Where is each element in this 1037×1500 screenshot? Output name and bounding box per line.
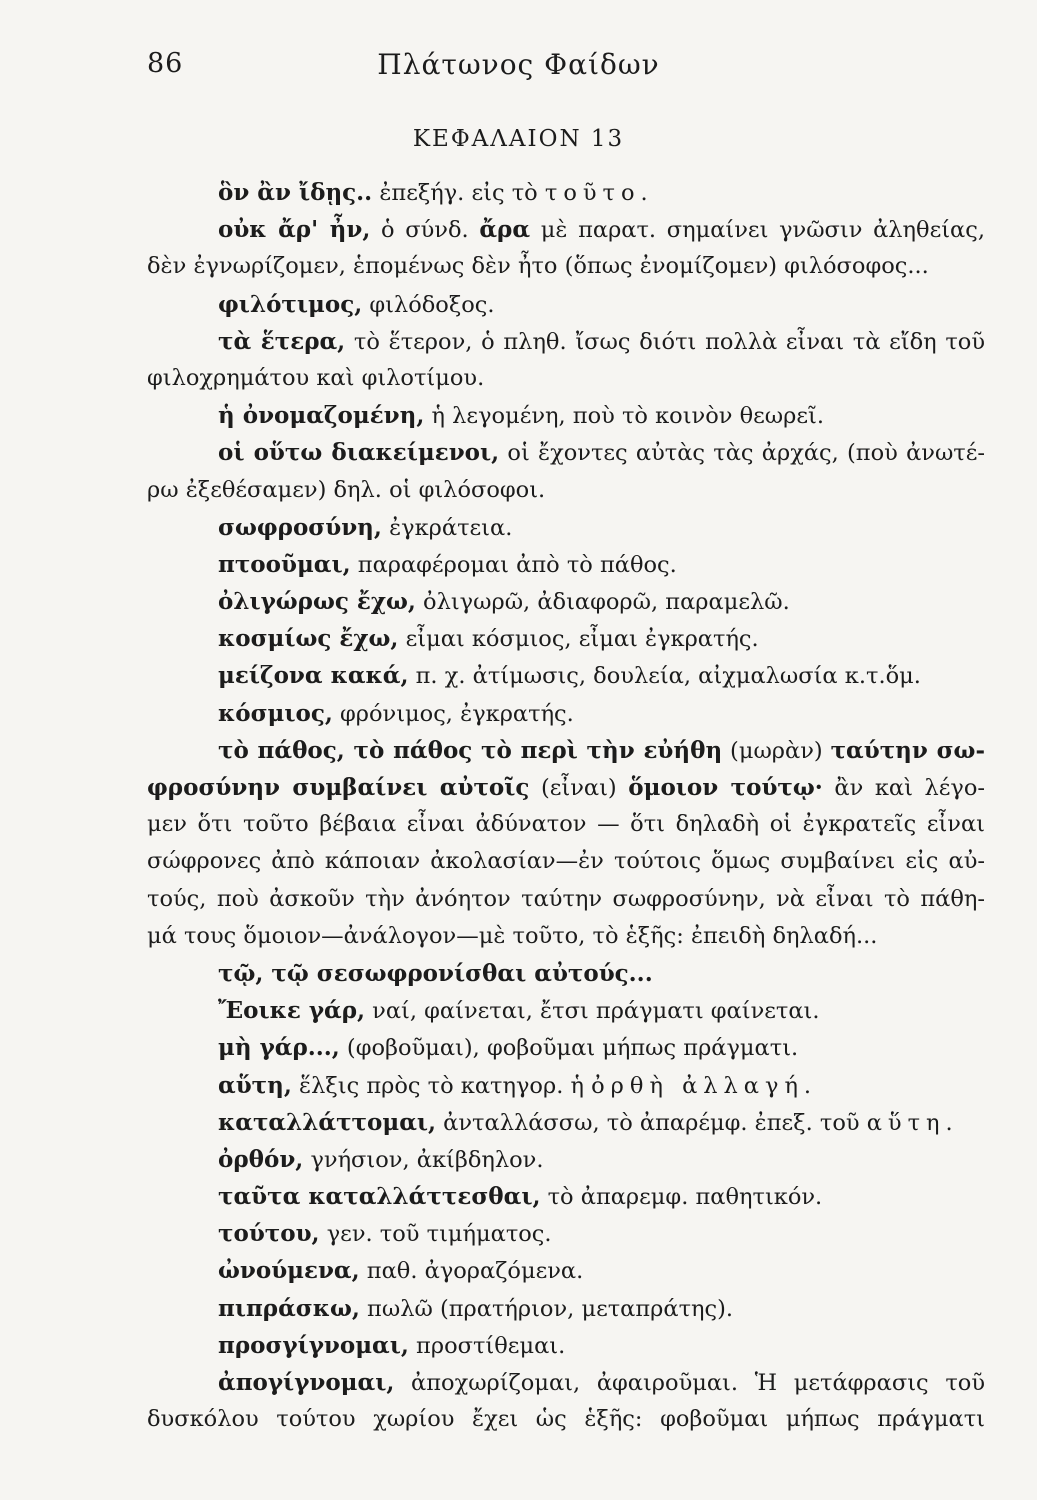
- text-line: [147, 546, 985, 583]
- gloss-text: οἱ ἔχοντες αὐτὰς τὰς ἀρχάς, (ποὺ ἀνωτέ-: [499, 440, 985, 467]
- lemma: κοσμίως ἔχω,: [218, 625, 399, 653]
- text-line: [147, 843, 985, 880]
- lemma: τὰ ἕτερα,: [218, 327, 346, 355]
- gloss-text: ἡ λεγομένη, ποὺ τὸ κοινὸν θεωρεῖ.: [424, 403, 825, 430]
- lemma: καταλλάττομαι,: [218, 1108, 437, 1136]
- lemma: ὃν ἂν ἴδῃς..: [218, 179, 373, 206]
- gloss-text: (εἶναι): [529, 775, 629, 801]
- text-line: [147, 248, 985, 285]
- text-line: [147, 1290, 985, 1327]
- lemma: ταῦτα καταλλάττεσθαι,: [218, 1183, 541, 1211]
- gloss-text: τὸ ἀπαρεμφ. παθητικόν.: [540, 1184, 823, 1211]
- text-line: [147, 174, 985, 211]
- lemma: μὴ γάρ...,: [218, 1034, 340, 1062]
- lemma: Ἔοικε γάρ,: [218, 997, 366, 1025]
- gloss-text: παθ. ἀγοραζόμενα.: [359, 1258, 584, 1285]
- lemma: μείζονα κακά,: [218, 662, 409, 690]
- gloss-text: σώφρονες ἀπὸ κάποιαν ἀκολασίαν—ἐν τούτοις ὅμως συμβαίνει εἰς αὐ-: [147, 848, 985, 875]
- gloss-text: ὁ σύνδ.: [370, 217, 480, 244]
- spaced-emphasis: τοῦτο.: [544, 180, 654, 206]
- gloss-text: γεν. τοῦ τιμήματος.: [319, 1221, 552, 1248]
- text-line: [147, 955, 985, 992]
- gloss-text: ἀποχωρίζομαι, ἀφαιροῦμαι. Ἡ μετάφρασις τοῦ: [394, 1370, 985, 1396]
- gloss-text: ἀνταλλάσσω, τὸ ἀπαρέμφ. ἐπεξ. τοῦ: [436, 1109, 867, 1136]
- chapter-title: ΚΕΦΑΛΑΙΟΝ 13: [412, 126, 625, 152]
- lemma: τῷ, τῷ σεσωφρονίσθαι αὐτούς...: [218, 959, 653, 987]
- gloss-text: ρω ἐξεθέσαμεν) δηλ. οἱ φιλόσοφοι.: [147, 476, 546, 503]
- gloss-text: μεν ὅτι τοῦτο βέβαια εἶναι ἀδύνατον — ὅτι δηλαδὴ οἱ ἐγκρατεῖς εἶναι: [147, 811, 985, 838]
- gloss-text: πωλῶ (πρατήριον, μεταπράτης).: [359, 1295, 734, 1322]
- lemma: ταύτην σω-: [830, 736, 985, 764]
- lemma: φιλότιμος,: [218, 290, 363, 318]
- gloss-text: φρόνιμος, ἐγκρατής.: [332, 700, 574, 727]
- gloss-text: ἂν καὶ λέγο-: [822, 775, 985, 801]
- text-line: [147, 918, 985, 955]
- text-line: [147, 323, 985, 360]
- gloss-text: μά τους ὅμοιον—ἀνάλογον—μὲ τοῦτο, τὸ ἑξῆς: ἐπειδὴ δηλαδή...: [147, 922, 878, 949]
- gloss-text: (μωρὰν): [722, 737, 831, 764]
- lemma: φροσύνην συμβαίνει αὐτοῖς: [147, 774, 530, 801]
- lemma: ὀρθόν,: [218, 1145, 304, 1173]
- text-line: [147, 286, 985, 323]
- lemma: ὅμοιον τούτῳ·: [628, 774, 823, 801]
- lemma: κόσμιος,: [218, 699, 333, 727]
- page-header: [0, 48, 1037, 88]
- text-line: [147, 620, 985, 657]
- lemma: σωφροσύνη,: [218, 513, 382, 541]
- text-line: [147, 992, 985, 1029]
- lemma: τούτου,: [218, 1220, 320, 1248]
- text-line: [147, 1364, 985, 1401]
- text-line: [147, 732, 985, 769]
- lemma: οὐκ ἄρ' ἦν,: [218, 216, 371, 244]
- text-line: [147, 1215, 985, 1252]
- text-line: [147, 806, 985, 843]
- gloss-text: ναί, φαίνεται, ἔτσι πράγματι φαίνεται.: [365, 998, 820, 1025]
- text-line: [147, 1178, 985, 1215]
- running-title: Πλάτωνος Φαίδων: [377, 48, 660, 81]
- text-line: [147, 472, 985, 509]
- text-line: [147, 434, 985, 471]
- page-number: 86: [147, 48, 184, 79]
- gloss-text: φιλόδοξος.: [362, 291, 495, 318]
- gloss-text: δὲν ἐγνωρίζομεν, ἑπομένως δὲν ἦτο (ὅπως ἐνομίζομεν) φιλόσοφος...: [147, 253, 929, 280]
- lemma: αὕτη,: [218, 1071, 292, 1099]
- lemma: ἡ ὀνομαζομένη,: [218, 402, 425, 430]
- text-line: [147, 1252, 985, 1289]
- text-line: [147, 695, 985, 732]
- lemma: τὸ πάθος, τὸ πάθος τὸ περὶ τὴν εὐήθη: [218, 736, 723, 764]
- spaced-emphasis: αὕτη.: [866, 1109, 959, 1136]
- gloss-text: εἶμαι κόσμιος, εἶμαι ἐγκρατής.: [398, 626, 759, 653]
- text-line: [147, 211, 985, 248]
- gloss-text: μὲ παρατ. σημαίνει γνῶσιν ἀληθείας,: [540, 217, 985, 244]
- text-line: [147, 657, 985, 694]
- gloss-text: τούς, ποὺ ἀσκοῦν τὴν ἀνόητον ταύτην σωφροσύνην, νὰ εἶναι τὸ πάθη-: [147, 885, 985, 912]
- spaced-emphasis: ὀρθὴ ἀλλαγή.: [591, 1072, 818, 1099]
- lemma: ὠνούμενα,: [218, 1257, 360, 1285]
- text-line: [147, 1401, 985, 1438]
- text-line: [147, 1029, 985, 1066]
- lemma: πιπράσκω,: [218, 1294, 360, 1322]
- gloss-text: γνήσιον, ἀκίβδηλον.: [303, 1146, 544, 1173]
- lemma: ἄρα: [479, 216, 531, 244]
- gloss-text: παραφέρομαι ἀπὸ τὸ πάθος.: [350, 551, 677, 578]
- lemma: οἱ οὕτω διακείμενοι,: [218, 439, 500, 467]
- text-line: [147, 769, 985, 806]
- text-line: [147, 1104, 985, 1141]
- text-line: [147, 360, 985, 397]
- gloss-text: π. χ. ἀτίμωσις, δουλεία, αἰχμαλωσία κ.τ.ὅμ.: [408, 663, 921, 690]
- text-line: [147, 509, 985, 546]
- lemma: ὀλιγώρως ἔχω,: [218, 588, 416, 616]
- gloss-text: τὸ ἕτερον, ὁ πληθ. ἴσως διότι πολλὰ εἶναι τὰ εἴδη τοῦ: [345, 328, 985, 355]
- text-line: [147, 1141, 985, 1178]
- text-line: [147, 1327, 985, 1364]
- gloss-text: ἐγκράτεια.: [381, 514, 513, 541]
- gloss-text: φιλοχρημάτου καὶ φιλοτίμου.: [147, 364, 485, 391]
- gloss-text: ἕλξις πρὸς τὸ κατηγορ. ἡ: [291, 1072, 592, 1099]
- lemma: προσγίγνομαι,: [218, 1331, 409, 1359]
- gloss-text: ἐπεξήγ. εἰς τὸ: [372, 180, 545, 206]
- commentary-body: [147, 174, 985, 1438]
- text-line: [147, 583, 985, 620]
- gloss-text: δυσκόλου τούτου χωρίου ἔχει ὡς ἑξῆς: φοβοῦμαι μήπως πράγματι: [147, 1406, 985, 1433]
- text-line: [147, 881, 985, 918]
- text-line: [147, 1067, 985, 1104]
- gloss-text: προστίθεμαι.: [408, 1332, 566, 1359]
- text-line: [147, 397, 985, 434]
- gloss-text: ὀλιγωρῶ, ἀδιαφορῶ, παραμελῶ.: [415, 589, 790, 616]
- lemma: πτοοῦμαι,: [218, 550, 351, 578]
- gloss-text: (φοβοῦμαι), φοβοῦμαι μήπως πράγματι.: [339, 1035, 799, 1062]
- lemma: ἀπογίγνομαι,: [218, 1369, 395, 1396]
